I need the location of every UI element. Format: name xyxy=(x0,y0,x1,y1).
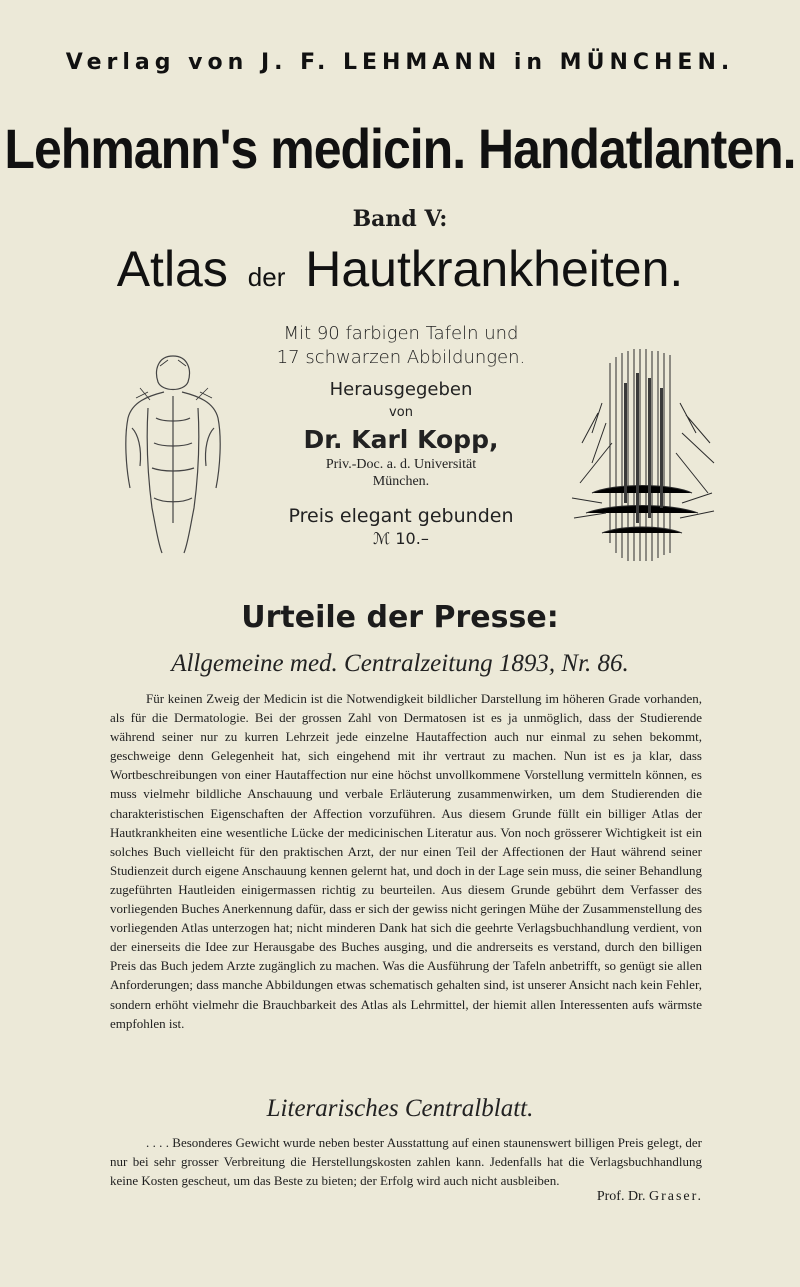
publisher-line: Verlag von J. F. LEHMANN in MÜNCHEN. xyxy=(65,50,735,75)
signature-title: Prof. Dr. xyxy=(596,1189,646,1204)
review-text-2: . . . . Besonderes Gewicht wurde neben bester Ausstattung auf einen staunenswert billigen Preis gelegt, der nur bei sehr grosser Verbreitung die Herstellungskosten zahlen kann. Jedenfalls hat die Verlagsbuchhandlung keine Kosten gescheut, um das Beste zu bieten; der Erfolg wird auch nicht ausbleiben. xyxy=(110,1135,702,1189)
press-reviews-heading: Urteile der Presse: xyxy=(241,600,559,635)
figure-back-view-illustration xyxy=(118,348,228,558)
plates-line-2: 17 schwarzen Abbildungen. xyxy=(276,347,526,368)
author-affiliation-2: München. xyxy=(372,474,430,489)
plates-line-1: Mit 90 farbigen Tafeln und xyxy=(283,323,519,344)
price-value: ℳ 10.– xyxy=(373,529,429,548)
atlas-word: Atlas xyxy=(116,241,228,297)
review-text-1: Für keinen Zweig der Medicin ist die Notwendigkeit bildlicher Darstellung im höheren Grade vorhanden, als für die Dermatologie. Bei der grossen Zahl von Dermatosen ist es ja unmöglich, dass der Studierende während seiner nur zu kurren Lehrzeit jede einzelne Hautaffection auch nur einmal zu sehen bekommt, geschweige denn Gelegenheit hat, sich eingehend mit ihr vertraut zu machen. Nun ist es ja klar, dass Wortbeschreibungen von einer Hautaffection nur eine höchst unvollkommene Vorstellung vermitteln können, es muss vielmehr bildliche Anschauung und verbale Erläuterung zusammenwirken, um dem Studierenden die charakteristischen Eigenschaften der Affection vorzuführen. Aus diesem Grunde füllt ein billiger Atlas der Hautkrankheiten eine wesentliche Lücke der medicinischen Literatur aus. Von noch grösserer Wichtigkeit ist ein solches Buch vielleicht für den praktischen Arzt, der nur einen Teil der Affectionen der Haut während seiner Studienzeit durch eigene Anschauung kennen gelernt hat, und doch in der Lage sein muss, die seiner Behandlung zugeführten Hautleiden einigermassen richtig zu beurteilen. Aus diesem Grunde gebührt dem Verfasser des vorliegenden Buches Anerkennung dafür, dass er sich der gewiss nicht geringen Mühe der Zusammenstellung des vorliegenden Atlas unterzogen hat; nicht minderen Dank hat sich die geehrte Verlagsbuchhandlung verdient, von der einerseits die Idee zur Herausgabe des Buches ausging, und die andrerseits es verstand, durch den billigen Preis das Buch jedem Arzte zugänglich zu machen. Was die Ausführung der Tafeln anbetrifft, so genügt sie allen Anforderungen; dass manche Abbildungen etwas schematisch gehalten sind, ist unserer Ansicht nach kein Fehler, sondern erhöht vielmehr die Brauchbarkeit des Atlas als Lehrmittel, der hiemit allen Interessenten aufs wärmste empfohlen ist. xyxy=(110,691,702,1031)
von-label: von xyxy=(389,405,413,420)
author-name: Dr. Karl Kopp, xyxy=(303,425,499,454)
author-affiliation-1: Priv.-Doc. a. d. Universität xyxy=(325,457,477,472)
review-source-1: Allgemeine med. Centralzeitung 1893, Nr. 86. xyxy=(171,650,629,677)
price-label: Preis elegant gebunden xyxy=(288,505,514,527)
volume-label: Band V: xyxy=(352,206,448,232)
skin-texture-illustration xyxy=(562,343,722,563)
book-info xyxy=(236,322,566,550)
editor-label: Herausgegeben xyxy=(329,379,473,400)
atlas-subject-word: Hautkrankheiten. xyxy=(305,241,684,297)
review-source-2: Literarisches Centralblatt. xyxy=(266,1095,534,1122)
signature-name: Graser. xyxy=(648,1189,703,1204)
series-title: Lehmann's medicin. Handatlanten. xyxy=(4,117,796,181)
atlas-title xyxy=(0,240,800,298)
review-signature xyxy=(0,1189,703,1205)
atlas-der-word: der xyxy=(247,262,286,292)
